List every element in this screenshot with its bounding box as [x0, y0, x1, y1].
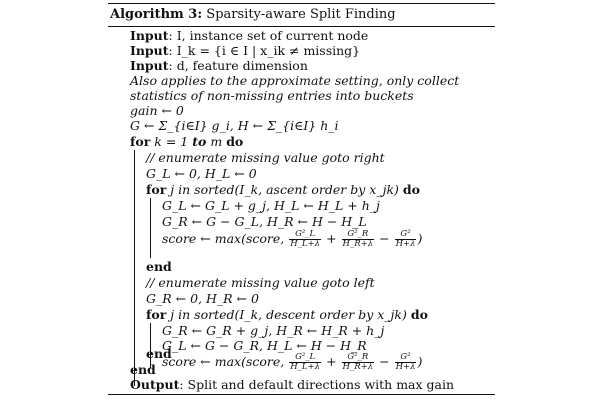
update-left-from-right-line: G_L ← G − G_R, H_L ← H − H_R — [162, 338, 367, 353]
score-line-1: score ← max(score, $\frac{\text{G²\_L}}{H\_L+\lambda}$ + $\frac{\text{G²\_R}}{H\_R+\lambda}$ − $\frac{\text{G²}}{H+\lambda}$ ) — [162, 229, 423, 249]
algorithm-box — [108, 3, 495, 387]
fraction-2: $\frac{\text{G²\_R}}{H\_R+\lambda}$ — [342, 229, 374, 249]
comment-left-line: // enumerate missing value goto left — [146, 275, 375, 290]
end-line-3: end — [130, 362, 156, 377]
input-line-2: Input: I_k = {i ∈ I | x_ik ≠ missing} — [130, 43, 361, 58]
fraction-3: $\frac{\text{G²}}{H+\lambda}$ — [395, 229, 416, 249]
end-line-1: end — [146, 259, 172, 274]
fraction-1: $\frac{\text{G²\_L}}{H\_L+\lambda}$ — [290, 229, 321, 249]
init-left-line: G_L ← 0, H_L ← 0 — [146, 166, 257, 181]
input-line-1: Input: I, instance set of current node — [130, 28, 369, 43]
for-j-descent-line: for j in sorted(I_k, descent order by x_jk) do — [146, 307, 428, 322]
for-j-ascent-bar — [150, 198, 151, 258]
input-line-3: Input: d, feature dimension — [130, 58, 308, 73]
note-line-1: Also applies to the approximate setting, only collect — [130, 73, 460, 88]
for-j-ascent-line: for j in sorted(I_k, ascent order by x_jk) do — [146, 182, 420, 197]
score-line-2: score ← max(score, $\frac{\text{G²\_L}}{H\_L+\lambda}$ + $\frac{\text{G²\_R}}{H\_R+\lambda}$ − $\frac{\text{G²}}{H+\lambda}$ ) — [162, 352, 423, 372]
comment-right-line: // enumerate missing value goto right — [146, 150, 385, 165]
for-k-block-bar — [134, 150, 135, 386]
end-line-2: end — [146, 346, 172, 361]
init-right-line: G_R ← 0, H_R ← 0 — [146, 291, 259, 306]
algorithm-title — [108, 4, 495, 24]
fraction-6: $\frac{\text{G²}}{H+\lambda}$ — [395, 352, 416, 372]
note-line-2: statistics of non-missing entries into buckets — [130, 88, 414, 103]
algorithm-name: Sparsity-aware Split Finding — [206, 7, 396, 22]
fraction-5: $\frac{\text{G²\_R}}{H\_R+\lambda}$ — [342, 352, 374, 372]
update-right-from-left-line: G_R ← G − G_L, H_R ← H − H_L — [162, 214, 367, 229]
fraction-4: $\frac{\text{G²\_L}}{H\_L+\lambda}$ — [290, 352, 321, 372]
algorithm-number: Algorithm 3: — [110, 7, 203, 22]
gain-init-line: gain ← 0 — [130, 103, 184, 118]
g-h-init-line: G ← Σ_{i∈I} g_i, H ← Σ_{i∈I} h_i — [130, 118, 339, 133]
bottom-rule — [108, 394, 495, 395]
algorithm-body — [108, 27, 495, 387]
for-k-line: for k = 1 to m do — [130, 134, 244, 149]
output-line: Output: Split and default directions with max gain — [130, 377, 455, 392]
update-left-line: G_L ← G_L + g_j, H_L ← H_L + h_j — [162, 198, 380, 213]
update-right-line: G_R ← G_R + g_j, H_R ← H_R + h_j — [162, 323, 385, 338]
